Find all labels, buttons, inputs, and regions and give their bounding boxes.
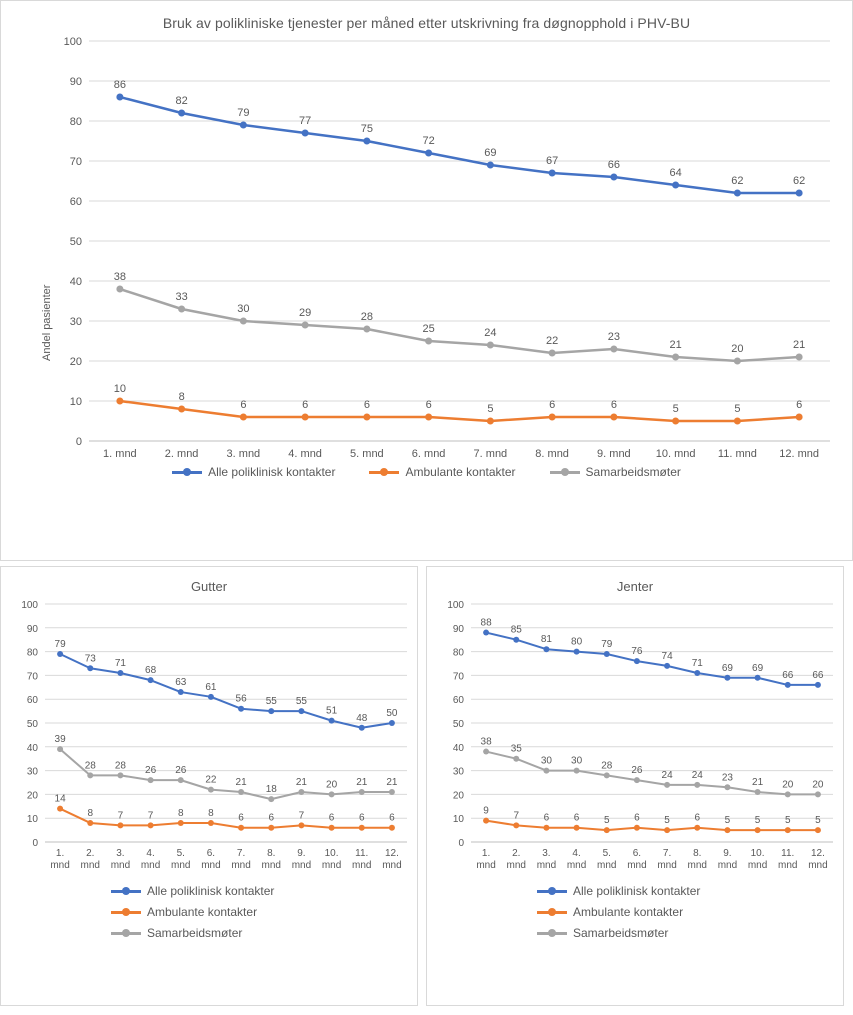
- legend-label: Alle poliklinisk kontakter: [573, 884, 701, 898]
- bottom-charts-row: [0, 561, 853, 1007]
- svg-text:9.: 9.: [723, 848, 732, 859]
- svg-text:8: 8: [178, 391, 185, 403]
- svg-text:21: 21: [295, 777, 307, 789]
- svg-text:12.: 12.: [810, 848, 825, 859]
- svg-text:66: 66: [607, 159, 620, 171]
- svg-text:14: 14: [54, 793, 66, 805]
- jenter-chart-svg: [427, 594, 843, 884]
- svg-text:21: 21: [356, 777, 368, 789]
- legend-label: Samarbeidsmøter: [573, 926, 669, 940]
- svg-text:74: 74: [661, 650, 673, 662]
- legend-marker-icon: [537, 886, 567, 896]
- svg-text:88: 88: [480, 617, 492, 629]
- jenter-plot-area: [427, 594, 843, 884]
- svg-text:6: 6: [634, 812, 640, 824]
- svg-text:6: 6: [573, 812, 580, 824]
- svg-text:7.: 7.: [236, 848, 246, 859]
- svg-text:mnd: mnd: [80, 860, 100, 871]
- svg-text:6: 6: [694, 812, 701, 824]
- svg-text:18: 18: [265, 784, 277, 796]
- legend-marker-icon: [537, 907, 567, 917]
- svg-text:24: 24: [691, 769, 703, 781]
- svg-text:82: 82: [175, 95, 188, 107]
- legend-marker-icon: [369, 467, 399, 477]
- svg-text:10.: 10.: [750, 848, 765, 859]
- jenter-legend-item[interactable]: [537, 905, 683, 919]
- svg-text:29: 29: [299, 307, 312, 319]
- svg-text:20: 20: [69, 356, 82, 368]
- svg-text:55: 55: [265, 696, 277, 708]
- legend-label: Ambulante kontakter: [147, 905, 258, 919]
- svg-text:33: 33: [175, 291, 188, 303]
- svg-text:12.: 12.: [384, 848, 399, 859]
- svg-text:6.: 6.: [206, 848, 216, 859]
- svg-text:30: 30: [452, 766, 464, 778]
- svg-text:70: 70: [69, 156, 82, 168]
- svg-text:5: 5: [603, 815, 610, 827]
- legend-marker-icon: [550, 467, 580, 477]
- svg-text:63: 63: [175, 677, 187, 689]
- svg-text:90: 90: [26, 623, 38, 635]
- svg-text:50: 50: [69, 236, 82, 248]
- gutter-plot-area: [1, 594, 417, 884]
- svg-text:7: 7: [513, 810, 520, 822]
- svg-text:5. mnd: 5. mnd: [350, 448, 384, 460]
- svg-text:4.: 4.: [572, 848, 581, 859]
- svg-text:10. mnd: 10. mnd: [655, 448, 696, 460]
- svg-text:73: 73: [84, 653, 96, 665]
- svg-text:90: 90: [452, 623, 464, 635]
- svg-text:71: 71: [691, 658, 703, 670]
- svg-text:28: 28: [114, 760, 126, 772]
- y-axis-title: Andel pasienter: [41, 284, 53, 361]
- svg-text:4. mnd: 4. mnd: [288, 448, 322, 460]
- svg-text:21: 21: [669, 339, 682, 351]
- svg-text:35: 35: [510, 743, 522, 755]
- gutter-chart-panel: [0, 566, 418, 1006]
- svg-text:5: 5: [754, 815, 761, 827]
- svg-text:1.: 1.: [55, 848, 65, 859]
- svg-text:10: 10: [26, 814, 38, 826]
- svg-text:6: 6: [358, 812, 365, 824]
- svg-text:26: 26: [145, 765, 157, 777]
- legend-marker-icon: [111, 907, 141, 917]
- svg-text:62: 62: [731, 175, 744, 187]
- svg-text:77: 77: [299, 115, 312, 127]
- svg-text:5: 5: [487, 403, 494, 415]
- svg-text:4.: 4.: [146, 848, 155, 859]
- svg-text:2. mnd: 2. mnd: [164, 448, 199, 460]
- svg-text:38: 38: [480, 736, 492, 748]
- svg-text:69: 69: [721, 662, 733, 674]
- svg-text:61: 61: [205, 681, 217, 693]
- svg-text:mnd: mnd: [476, 860, 496, 871]
- main-chart-svg: [1, 31, 853, 481]
- svg-text:6: 6: [302, 399, 309, 411]
- svg-text:30: 30: [571, 755, 583, 767]
- svg-text:51: 51: [326, 705, 338, 717]
- svg-text:80: 80: [69, 116, 82, 128]
- svg-text:7. mnd: 7. mnd: [473, 448, 508, 460]
- svg-text:50: 50: [386, 708, 398, 719]
- svg-text:20: 20: [782, 779, 794, 791]
- svg-text:mnd: mnd: [110, 860, 131, 871]
- gutter-chart-svg: [1, 594, 417, 884]
- legend-marker-icon: [537, 928, 567, 938]
- svg-text:24: 24: [484, 327, 497, 339]
- svg-text:56: 56: [235, 693, 247, 705]
- svg-text:28: 28: [84, 760, 96, 772]
- svg-text:6: 6: [238, 812, 244, 824]
- svg-text:mnd: mnd: [231, 860, 251, 871]
- svg-text:66: 66: [812, 669, 824, 681]
- svg-text:3. mnd: 3. mnd: [226, 448, 261, 460]
- svg-text:48: 48: [356, 712, 368, 724]
- jenter-chart-panel: [426, 566, 844, 1006]
- svg-text:100: 100: [447, 600, 464, 611]
- svg-text:mnd: mnd: [291, 860, 312, 871]
- svg-text:1. mnd: 1. mnd: [103, 448, 137, 460]
- svg-text:12. mnd: 12. mnd: [779, 448, 819, 460]
- svg-text:3.: 3.: [542, 848, 551, 859]
- gutter-title: Gutter: [190, 579, 228, 594]
- svg-text:6: 6: [549, 399, 556, 411]
- svg-text:22: 22: [205, 774, 217, 786]
- svg-text:70: 70: [26, 671, 38, 683]
- svg-text:mnd: mnd: [506, 860, 526, 871]
- svg-text:11.: 11.: [355, 848, 369, 859]
- svg-text:2.: 2.: [512, 848, 521, 859]
- svg-text:6: 6: [610, 399, 617, 411]
- svg-text:mnd: mnd: [382, 860, 402, 871]
- svg-text:7: 7: [117, 810, 124, 822]
- svg-text:26: 26: [631, 765, 643, 777]
- svg-text:6. mnd: 6. mnd: [411, 448, 446, 460]
- svg-text:21: 21: [386, 777, 398, 789]
- svg-text:75: 75: [360, 123, 373, 135]
- svg-text:20: 20: [812, 779, 824, 791]
- svg-text:23: 23: [721, 772, 733, 784]
- svg-text:9. mnd: 9. mnd: [597, 448, 631, 460]
- svg-text:6: 6: [268, 812, 275, 824]
- svg-text:20: 20: [326, 779, 338, 791]
- svg-text:9: 9: [483, 805, 489, 817]
- svg-text:8: 8: [177, 807, 184, 819]
- svg-text:66: 66: [782, 669, 794, 681]
- gutter-legend-item[interactable]: [111, 926, 242, 940]
- svg-text:69: 69: [752, 662, 764, 674]
- svg-text:28: 28: [360, 311, 373, 323]
- svg-text:85: 85: [510, 624, 522, 636]
- svg-text:mnd: mnd: [171, 860, 191, 871]
- svg-text:mnd: mnd: [566, 860, 587, 871]
- svg-text:7.: 7.: [662, 848, 672, 859]
- svg-text:5: 5: [672, 403, 679, 415]
- svg-text:5.: 5.: [602, 848, 611, 859]
- svg-text:39: 39: [54, 734, 66, 746]
- svg-text:mnd: mnd: [778, 860, 798, 871]
- legend-label: Ambulante kontakter: [573, 905, 684, 919]
- svg-text:80: 80: [571, 636, 583, 648]
- svg-text:79: 79: [54, 638, 66, 650]
- svg-text:20: 20: [452, 790, 464, 802]
- svg-text:40: 40: [26, 742, 38, 754]
- svg-text:11. mnd: 11. mnd: [717, 448, 757, 460]
- svg-text:10: 10: [452, 814, 464, 826]
- svg-text:8.: 8.: [267, 848, 276, 859]
- svg-text:6: 6: [425, 399, 432, 411]
- svg-text:70: 70: [452, 671, 464, 683]
- svg-text:24: 24: [661, 769, 673, 781]
- svg-text:6: 6: [240, 399, 247, 411]
- svg-text:60: 60: [452, 695, 464, 707]
- legend-label: Samarbeidsmøter: [147, 926, 243, 940]
- svg-text:mnd: mnd: [808, 860, 828, 871]
- svg-text:8. mnd: 8. mnd: [535, 448, 569, 460]
- svg-text:26: 26: [175, 765, 187, 777]
- svg-text:21: 21: [752, 777, 764, 789]
- svg-text:8: 8: [208, 807, 214, 819]
- svg-text:20: 20: [26, 790, 38, 802]
- svg-text:7: 7: [298, 810, 305, 822]
- svg-text:mnd: mnd: [597, 860, 617, 871]
- svg-text:72: 72: [422, 135, 435, 147]
- svg-text:62: 62: [793, 175, 806, 187]
- legend-label: Samarbeidsmøter: [585, 465, 681, 479]
- svg-text:30: 30: [26, 766, 38, 778]
- legend-marker-icon: [172, 467, 202, 477]
- svg-text:23: 23: [607, 331, 620, 343]
- svg-text:mnd: mnd: [687, 860, 707, 871]
- svg-text:68: 68: [145, 665, 157, 677]
- svg-text:80: 80: [26, 647, 38, 659]
- svg-text:0: 0: [32, 838, 38, 849]
- svg-text:mnd: mnd: [747, 860, 768, 871]
- svg-text:mnd: mnd: [627, 860, 647, 871]
- svg-text:21: 21: [235, 777, 247, 789]
- legend-marker-icon: [111, 886, 141, 896]
- svg-text:5.: 5.: [176, 848, 185, 859]
- svg-text:mnd: mnd: [321, 860, 342, 871]
- svg-text:10: 10: [113, 383, 126, 395]
- svg-text:9.: 9.: [297, 848, 306, 859]
- svg-text:86: 86: [113, 79, 126, 91]
- svg-text:30: 30: [540, 755, 552, 767]
- page-title: Bruk av polikliniske tjenester per måned etter utskrivning fra døgnopphold i PHV-BU: [162, 15, 691, 31]
- svg-text:81: 81: [540, 634, 552, 646]
- svg-text:80: 80: [452, 647, 464, 659]
- svg-text:50: 50: [26, 719, 38, 730]
- svg-text:79: 79: [237, 107, 250, 119]
- legend-label: Alle poliklinisk kontakter: [147, 884, 275, 898]
- svg-text:28: 28: [601, 760, 613, 772]
- svg-text:40: 40: [452, 742, 464, 754]
- svg-text:5: 5: [784, 815, 791, 827]
- svg-text:69: 69: [484, 147, 497, 159]
- jenter-title: Jenter: [616, 579, 654, 594]
- svg-text:5: 5: [815, 815, 821, 827]
- legend-label: Alle poliklinisk kontakter: [208, 465, 336, 479]
- svg-text:55: 55: [295, 696, 307, 708]
- svg-text:7: 7: [147, 810, 154, 822]
- svg-text:6: 6: [543, 812, 550, 824]
- svg-text:3.: 3.: [116, 848, 125, 859]
- main-plot-area: [1, 31, 852, 481]
- gutter-legend-item[interactable]: [111, 905, 257, 919]
- svg-text:100: 100: [63, 36, 82, 48]
- svg-text:100: 100: [21, 600, 38, 611]
- svg-text:1.: 1.: [481, 848, 491, 859]
- svg-text:25: 25: [422, 323, 435, 335]
- svg-text:21: 21: [793, 339, 806, 351]
- svg-text:50: 50: [452, 719, 464, 730]
- svg-text:mnd: mnd: [140, 860, 161, 871]
- svg-text:38: 38: [113, 271, 126, 283]
- svg-text:mnd: mnd: [536, 860, 557, 871]
- svg-text:40: 40: [69, 276, 82, 288]
- svg-text:mnd: mnd: [657, 860, 677, 871]
- gutter-legend-item[interactable]: [111, 884, 274, 898]
- svg-text:0: 0: [458, 838, 464, 849]
- legend-marker-icon: [111, 928, 141, 938]
- jenter-legend: [427, 884, 843, 940]
- svg-text:64: 64: [669, 167, 682, 179]
- svg-text:2.: 2.: [86, 848, 95, 859]
- svg-text:mnd: mnd: [352, 860, 372, 871]
- legend-label: Ambulante kontakter: [405, 465, 516, 479]
- svg-text:mnd: mnd: [201, 860, 221, 871]
- jenter-legend-item[interactable]: [537, 926, 668, 940]
- svg-text:mnd: mnd: [717, 860, 738, 871]
- svg-text:8: 8: [87, 807, 94, 819]
- svg-text:5: 5: [724, 815, 731, 827]
- svg-text:0: 0: [75, 436, 82, 448]
- svg-text:79: 79: [601, 638, 613, 650]
- svg-text:67: 67: [546, 155, 559, 167]
- svg-text:mnd: mnd: [261, 860, 281, 871]
- svg-text:30: 30: [237, 303, 250, 315]
- svg-text:11.: 11.: [781, 848, 795, 859]
- svg-text:90: 90: [69, 76, 82, 88]
- svg-text:8.: 8.: [693, 848, 702, 859]
- svg-text:22: 22: [546, 335, 559, 347]
- svg-text:20: 20: [731, 343, 744, 355]
- jenter-legend-item[interactable]: [537, 884, 700, 898]
- svg-text:10.: 10.: [324, 848, 339, 859]
- gutter-legend: [1, 884, 417, 940]
- svg-text:6: 6: [389, 812, 395, 824]
- svg-text:6: 6: [796, 399, 803, 411]
- svg-text:10: 10: [69, 396, 82, 408]
- svg-text:6: 6: [328, 812, 335, 824]
- svg-text:30: 30: [69, 316, 82, 328]
- svg-text:mnd: mnd: [50, 860, 70, 871]
- svg-text:60: 60: [26, 695, 38, 707]
- svg-text:6: 6: [363, 399, 370, 411]
- svg-text:60: 60: [69, 196, 82, 208]
- svg-text:5: 5: [734, 403, 741, 415]
- svg-text:76: 76: [631, 646, 643, 658]
- svg-text:6.: 6.: [632, 848, 642, 859]
- svg-text:71: 71: [114, 658, 126, 670]
- svg-text:5: 5: [664, 815, 670, 827]
